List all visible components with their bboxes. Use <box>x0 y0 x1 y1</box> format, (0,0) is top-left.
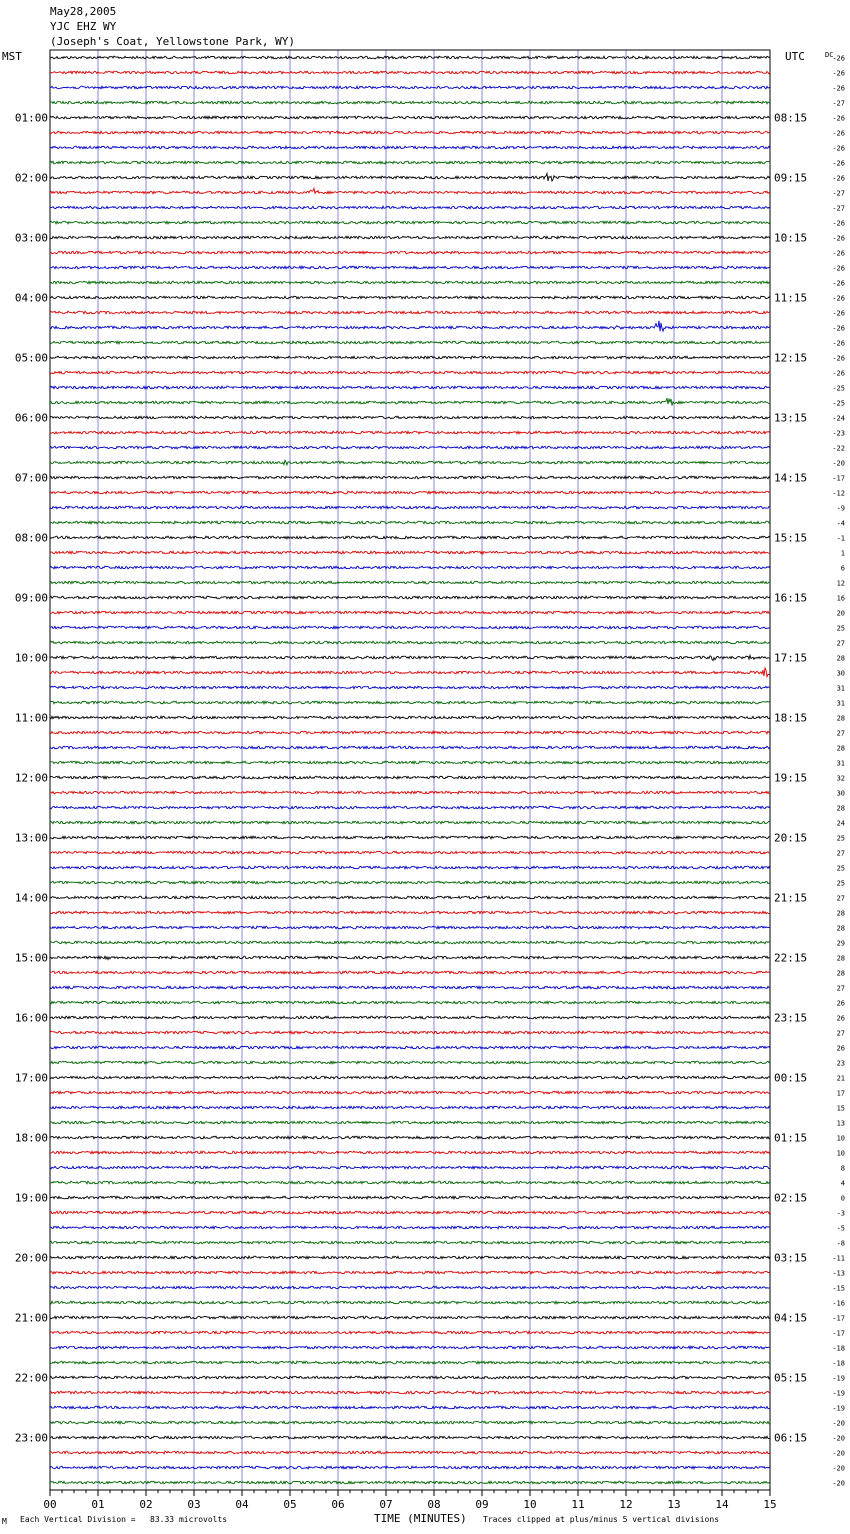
mst-hour-label: 14:00 <box>14 891 48 905</box>
dc-offset-label: -26 <box>832 69 845 78</box>
x-tick-label: 04 <box>235 1498 249 1511</box>
trace-line <box>50 956 770 959</box>
x-tick-label: 06 <box>331 1498 345 1511</box>
dc-offset-label: -17 <box>832 1329 845 1338</box>
mst-hour-label: 02:00 <box>14 171 48 185</box>
trace-line <box>50 1016 770 1019</box>
trace-line <box>50 1001 770 1004</box>
x-tick-label: 11 <box>571 1498 585 1511</box>
plot-date: May28,2005 <box>50 5 117 18</box>
dc-offset-label: -17 <box>832 1314 845 1323</box>
dc-offset-label: 25 <box>836 624 845 633</box>
mst-hour-label: 04:00 <box>14 291 48 305</box>
trace-line <box>50 1151 770 1154</box>
utc-hour-label: 20:15 <box>774 831 808 845</box>
dc-offset-label: -12 <box>832 489 845 498</box>
trace-line <box>50 206 770 209</box>
dc-offset-label: 1 <box>840 549 845 558</box>
trace-line <box>50 1421 770 1424</box>
trace-line <box>50 881 770 884</box>
dc-offset-label: 26 <box>836 1044 845 1053</box>
trace-line <box>50 1436 770 1439</box>
trace-line <box>50 1271 770 1274</box>
x-tick-label: 10 <box>523 1498 537 1511</box>
trace-line <box>50 174 770 182</box>
trace-line <box>50 1226 770 1229</box>
trace-line <box>50 701 770 704</box>
trace-line <box>50 926 770 929</box>
trace-line <box>50 731 770 734</box>
dc-offset-label: 26 <box>836 999 845 1008</box>
utc-hour-label: 04:15 <box>774 1311 808 1325</box>
dc-offset-label: -26 <box>832 339 845 348</box>
dc-offset-label: -26 <box>832 234 845 243</box>
trace-line <box>50 146 770 149</box>
trace-line <box>50 1361 770 1364</box>
utc-hour-label: 06:15 <box>774 1431 808 1445</box>
trace-line <box>50 476 770 479</box>
dc-offset-label: 26 <box>836 1014 845 1023</box>
dc-offset-label: 28 <box>836 804 845 813</box>
dc-offset-label: -20 <box>832 1479 845 1488</box>
utc-hour-label: 13:15 <box>774 411 808 425</box>
dc-offset-label: -26 <box>832 159 845 168</box>
left-axis-label: MST <box>2 50 22 63</box>
utc-hour-label: 23:15 <box>774 1011 808 1025</box>
trace-line <box>50 1121 770 1124</box>
mst-hour-label: 19:00 <box>14 1191 48 1205</box>
x-tick-label: 14 <box>715 1498 729 1511</box>
dc-offset-label: 27 <box>836 639 845 648</box>
trace-line <box>50 911 770 914</box>
dc-offset-label: -13 <box>832 1269 845 1278</box>
mst-hour-label: 15:00 <box>14 951 48 965</box>
dc-offset-label: 15 <box>836 1104 845 1113</box>
mst-hour-label: 17:00 <box>14 1071 48 1085</box>
utc-hour-label: 15:15 <box>774 531 808 545</box>
dc-offset-label: -18 <box>832 1359 845 1368</box>
x-axis-label: TIME (MINUTES) <box>374 1512 467 1525</box>
dc-offset-label: -19 <box>832 1374 845 1383</box>
dc-offset-label: -23 <box>832 429 845 438</box>
dc-offset-label: -3 <box>836 1209 845 1218</box>
trace-line <box>50 1376 770 1379</box>
dc-offset-label: 30 <box>836 669 845 678</box>
trace-line <box>50 188 770 194</box>
dc-offset-label: -20 <box>832 1464 845 1473</box>
trace-line <box>50 581 770 584</box>
trace-line <box>50 281 770 284</box>
dc-offset-label: -20 <box>832 1449 845 1458</box>
dc-offset-label: 21 <box>836 1074 845 1083</box>
trace-line <box>50 56 770 59</box>
trace-line <box>50 896 770 899</box>
dc-offset-label: 0 <box>840 1194 845 1203</box>
x-tick-label: 13 <box>667 1498 681 1511</box>
dc-offset-label: 25 <box>836 879 845 888</box>
trace-line <box>50 356 770 359</box>
trace-line <box>50 311 770 314</box>
dc-offset-label: 27 <box>836 729 845 738</box>
trace-line <box>50 416 770 419</box>
trace-line <box>50 101 770 104</box>
dc-offset-label: -15 <box>832 1284 845 1293</box>
utc-hour-label: 03:15 <box>774 1251 808 1265</box>
dc-offset-label: -25 <box>832 384 845 393</box>
trace-line <box>50 398 770 406</box>
x-tick-label: 02 <box>139 1498 153 1511</box>
trace-line <box>50 1256 770 1259</box>
trace-line <box>50 221 770 224</box>
dc-offset-label: -26 <box>832 279 845 288</box>
x-tick-label: 03 <box>187 1498 201 1511</box>
clip-note: Traces clipped at plus/minus 5 vertical divisions <box>483 1515 720 1524</box>
trace-line <box>50 1106 770 1109</box>
trace-line <box>50 341 770 344</box>
dc-offset-label: -26 <box>832 264 845 273</box>
trace-line <box>50 386 770 389</box>
dc-offset-label: 8 <box>840 1164 845 1173</box>
trace-line <box>50 626 770 629</box>
dc-offset-label: 4 <box>840 1179 845 1188</box>
trace-line <box>50 1406 770 1409</box>
dc-offset-label: 20 <box>836 609 845 618</box>
dc-offset-label: -26 <box>832 219 845 228</box>
dc-offset-label: -26 <box>832 309 845 318</box>
mst-hour-label: 05:00 <box>14 351 48 365</box>
mst-hour-label: 09:00 <box>14 591 48 605</box>
trace-line <box>50 251 770 254</box>
dc-offset-label: 23 <box>836 1059 845 1068</box>
trace-line <box>50 566 770 569</box>
trace-line <box>50 116 770 119</box>
dc-offset-label: 32 <box>836 774 845 783</box>
mst-hour-label: 20:00 <box>14 1251 48 1265</box>
dc-offset-label: -18 <box>832 1344 845 1353</box>
dc-offset-label: 28 <box>836 954 845 963</box>
dc-offset-label: 28 <box>836 969 845 978</box>
utc-hour-label: 05:15 <box>774 1371 808 1385</box>
station-code: YJC EHZ WY <box>50 20 117 33</box>
trace-line <box>50 611 770 614</box>
trace-line <box>50 1181 770 1184</box>
trace-line <box>50 71 770 74</box>
mst-hour-label: 16:00 <box>14 1011 48 1025</box>
trace-line <box>50 1031 770 1034</box>
x-tick-label: 07 <box>379 1498 393 1511</box>
trace-line <box>50 941 770 944</box>
dc-offset-label: -16 <box>832 1299 845 1308</box>
dc-offset-label: -26 <box>832 249 845 258</box>
dc-offset-label: 28 <box>836 909 845 918</box>
trace-line <box>50 1301 770 1304</box>
trace-line <box>50 1346 770 1349</box>
dc-offset-label: -4 <box>836 519 845 528</box>
trace-line <box>50 1166 770 1169</box>
trace-line <box>50 791 770 794</box>
dc-offset-label: 16 <box>836 594 845 603</box>
trace-line <box>50 506 770 509</box>
mst-hour-label: 21:00 <box>14 1311 48 1325</box>
utc-hour-label: 18:15 <box>774 711 808 725</box>
dc-offset-label: -26 <box>832 294 845 303</box>
dc-offset-label: 25 <box>836 834 845 843</box>
utc-hour-label: 19:15 <box>774 771 808 785</box>
trace-line <box>50 460 770 465</box>
x-tick-label: 12 <box>619 1498 633 1511</box>
dc-offset-label: -27 <box>832 204 845 213</box>
dc-offset-label: -26 <box>832 129 845 138</box>
trace-line <box>50 431 770 434</box>
trace-line <box>50 521 770 524</box>
dc-offset-label: -20 <box>832 1419 845 1428</box>
trace-line <box>50 1451 770 1454</box>
trace-line <box>50 1241 770 1244</box>
mst-hour-label: 06:00 <box>14 411 48 425</box>
trace-line <box>50 1136 770 1139</box>
trace-line <box>50 716 770 719</box>
dc-offset-label: 31 <box>836 759 845 768</box>
dc-offset-label: -17 <box>832 474 845 483</box>
dc-offset-label: 27 <box>836 1029 845 1038</box>
dc-offset-label: 27 <box>836 849 845 858</box>
trace-line <box>50 1331 770 1334</box>
trace-line <box>50 1391 770 1394</box>
mst-hour-label: 23:00 <box>14 1431 48 1445</box>
dc-offset-label: 13 <box>836 1119 845 1128</box>
x-tick-label: 01 <box>91 1498 105 1511</box>
trace-line <box>50 1091 770 1094</box>
mst-hour-label: 13:00 <box>14 831 48 845</box>
utc-hour-label: 14:15 <box>774 471 808 485</box>
trace-line <box>50 596 770 599</box>
utc-hour-label: 12:15 <box>774 351 808 365</box>
dc-offset-label: -19 <box>832 1389 845 1398</box>
trace-line <box>50 446 770 449</box>
dc-offset-label: 28 <box>836 714 845 723</box>
trace-line <box>50 321 770 332</box>
mst-hour-label: 12:00 <box>14 771 48 785</box>
dc-offset-label: 10 <box>836 1134 845 1143</box>
dc-offset-label: 25 <box>836 864 845 873</box>
dc-offset-label: -27 <box>832 99 845 108</box>
dc-offset-label: 27 <box>836 984 845 993</box>
trace-line <box>50 296 770 299</box>
dc-offset-label: 24 <box>836 819 845 828</box>
right-axis-label: UTC <box>785 50 805 63</box>
trace-line <box>50 761 770 764</box>
trace-line <box>50 686 770 689</box>
utc-hour-label: 00:15 <box>774 1071 808 1085</box>
trace-line <box>50 821 770 824</box>
dc-offset-label: -20 <box>832 1434 845 1443</box>
dc-offset-label: -1 <box>836 534 845 543</box>
dc-offset-label: -8 <box>836 1239 845 1248</box>
mst-hour-label: 07:00 <box>14 471 48 485</box>
dc-offset-label: 28 <box>836 924 845 933</box>
trace-line <box>50 1316 770 1319</box>
trace-line <box>50 1211 770 1214</box>
trace-line <box>50 1466 770 1469</box>
corner-mark: M <box>2 1517 7 1526</box>
trace-line <box>50 1196 770 1199</box>
trace-line <box>50 776 770 779</box>
utc-hour-label: 01:15 <box>774 1131 808 1145</box>
trace-line <box>50 836 770 839</box>
utc-hour-label: 22:15 <box>774 951 808 965</box>
dc-offset-label: -26 <box>832 354 845 363</box>
trace-line <box>50 1061 770 1064</box>
plot-frame <box>50 50 770 1490</box>
dc-offset-label: -25 <box>832 399 845 408</box>
trace-line <box>50 986 770 989</box>
dc-offset-label: -27 <box>832 189 845 198</box>
mst-hour-label: 03:00 <box>14 231 48 245</box>
trace-line <box>50 266 770 269</box>
dc-offset-label: -20 <box>832 459 845 468</box>
utc-hour-label: 10:15 <box>774 231 808 245</box>
trace-line <box>50 851 770 854</box>
dc-offset-label: 10 <box>836 1149 845 1158</box>
trace-line <box>50 746 770 749</box>
trace-line <box>50 551 770 554</box>
trace-line <box>50 161 770 164</box>
utc-hour-label: 11:15 <box>774 291 808 305</box>
station-location: (Joseph's Coat, Yellowstone Park, WY) <box>50 35 296 48</box>
trace-line <box>50 1286 770 1289</box>
dc-offset-label: -22 <box>832 444 845 453</box>
dc-offset-label: -26 <box>832 84 845 93</box>
trace-line <box>50 866 770 869</box>
trace-line <box>50 536 770 539</box>
x-tick-label: 08 <box>427 1498 441 1511</box>
utc-hour-label: 09:15 <box>774 171 808 185</box>
trace-line <box>50 655 770 660</box>
utc-hour-label: 02:15 <box>774 1191 808 1205</box>
dc-offset-label: -26 <box>832 174 845 183</box>
dc-offset-label: -24 <box>832 414 845 423</box>
trace-line <box>50 806 770 809</box>
utc-hour-label: 21:15 <box>774 891 808 905</box>
trace-line <box>50 236 770 239</box>
dc-offset-label: 12 <box>836 579 845 588</box>
dc-offset-label: -26 <box>832 324 845 333</box>
dc-offset-label: 29 <box>836 939 845 948</box>
mst-hour-label: 01:00 <box>14 111 48 125</box>
dc-offset-label: 31 <box>836 699 845 708</box>
trace-line <box>50 86 770 89</box>
dc-offset-label: 30 <box>836 789 845 798</box>
x-tick-label: 00 <box>43 1498 57 1511</box>
trace-line <box>50 131 770 134</box>
trace-line <box>50 1046 770 1049</box>
trace-line <box>50 971 770 974</box>
dc-offset-label: -11 <box>832 1254 845 1263</box>
dc-offset-label: -19 <box>832 1404 845 1413</box>
x-tick-label: 05 <box>283 1498 297 1511</box>
dc-offset-label: -26 <box>832 54 845 63</box>
x-tick-label: 15 <box>763 1498 777 1511</box>
dc-offset-label: -26 <box>832 114 845 123</box>
dc-offset-label: 6 <box>840 564 845 573</box>
mst-hour-label: 08:00 <box>14 531 48 545</box>
dc-label: DC <box>825 51 834 59</box>
dc-offset-label: 31 <box>836 684 845 693</box>
utc-hour-label: 17:15 <box>774 651 808 665</box>
dc-offset-label: -26 <box>832 369 845 378</box>
dc-offset-label: 17 <box>836 1089 845 1098</box>
utc-hour-label: 16:15 <box>774 591 808 605</box>
trace-line <box>50 1076 770 1079</box>
dc-offset-label: 28 <box>836 654 845 663</box>
trace-line <box>50 371 770 374</box>
mst-hour-label: 22:00 <box>14 1371 48 1385</box>
trace-line <box>50 1481 770 1484</box>
dc-offset-label: -5 <box>836 1224 845 1233</box>
utc-hour-label: 08:15 <box>774 111 808 125</box>
trace-line <box>50 668 770 677</box>
dc-offset-label: 28 <box>836 744 845 753</box>
mst-hour-label: 18:00 <box>14 1131 48 1145</box>
mst-hour-label: 10:00 <box>14 651 48 665</box>
mst-hour-label: 11:00 <box>14 711 48 725</box>
dc-offset-label: -9 <box>836 504 845 513</box>
dc-offset-label: 27 <box>836 894 845 903</box>
x-tick-label: 09 <box>475 1498 489 1511</box>
trace-line <box>50 491 770 494</box>
scale-note: Each Vertical Division = 83.33 microvolts <box>20 1515 228 1524</box>
dc-offset-label: -26 <box>832 144 845 153</box>
trace-line <box>50 641 770 644</box>
